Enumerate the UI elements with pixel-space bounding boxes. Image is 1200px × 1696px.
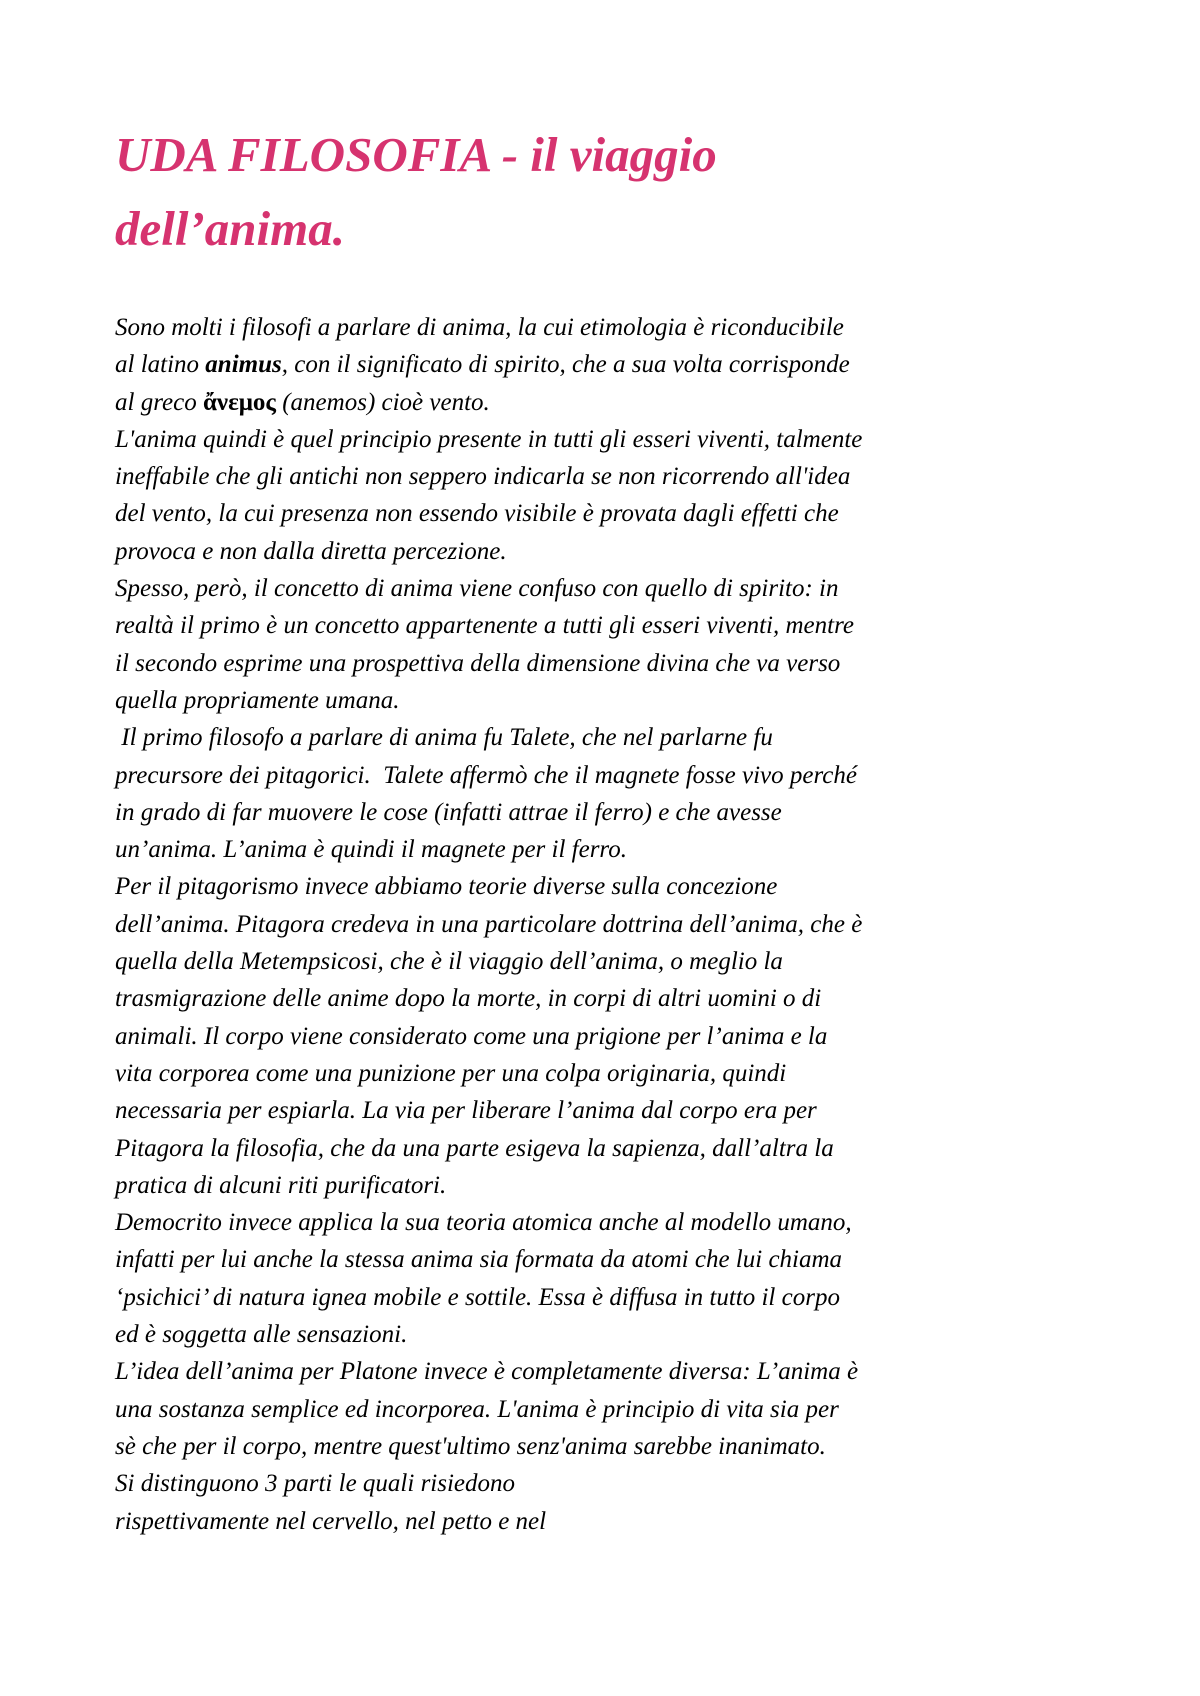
text-line: animali. Il corpo viene considerato come una prigione per l’anima e la <box>115 1022 828 1050</box>
text-line: ‘psichici’ di natura ignea mobile e sottile. Essa è diffusa in tutto il corpo <box>115 1283 840 1311</box>
title-line-2: dell’anima. <box>115 201 346 256</box>
text-line: Il primo filosofo a parlare di anima fu Talete, che nel parlarne fu <box>115 724 773 752</box>
text-line: in grado di far muovere le cose (infatti attrae il ferro) e che avesse <box>115 798 782 826</box>
text-line: una sostanza semplice ed incorporea. L'anima è principio di vita sia per <box>115 1395 839 1423</box>
text-line: L’idea dell’anima per Platone invece è completamente diversa: L’anima è <box>115 1358 859 1386</box>
text-line: ineffabile che gli antichi non seppero indicarla se non ricorrendo all'idea <box>115 463 851 491</box>
text-line: quella della Metempsicosi, che è il viaggio dell’anima, o meglio la <box>115 948 783 976</box>
text-run: al greco <box>115 388 203 416</box>
term-animus: animus <box>205 351 282 379</box>
text-line: rispettivamente nel cervello, nel petto e nel <box>115 1507 547 1535</box>
text-run: , con il significato di spirito, che a sua volta corrisponde <box>281 351 850 379</box>
text-line: il secondo esprime una prospettiva della dimensione divina che va verso <box>115 649 841 677</box>
text-line: infatti per lui anche la stessa anima sia formata da atomi che lui chiama <box>115 1246 843 1274</box>
text-line: realtà il primo è un concetto appartenente a tutti gli esseri viventi, mentre <box>115 612 854 640</box>
text-line: precursore dei pitagorici. Talete affermò che il magnete fosse vivo perché <box>115 761 857 789</box>
text-line: Pitagora la filosofia, che da una parte esigeva la sapienza, dall’altra la <box>115 1134 834 1162</box>
text-line: pratica di alcuni riti purificatori. <box>115 1171 447 1199</box>
text-line: un’anima. L’anima è quindi il magnete per il ferro. <box>115 836 627 864</box>
text-line: L'anima quindi è quel principio presente in tutti gli esseri viventi, talmente <box>115 425 863 453</box>
text-line: provoca e non dalla diretta percezione. <box>115 537 507 565</box>
text-line: ed è soggetta alle sensazioni. <box>115 1321 408 1349</box>
text-line: Sono molti i filosofi a parlare di anima, la cui etimologia è riconducibile <box>115 314 844 341</box>
text-line: necessaria per espiarla. La via per liberare l’anima dal corpo era per <box>115 1097 817 1125</box>
text-run: (anemos) cioè vento. <box>275 388 490 416</box>
text-line: Democrito invece applica la sua teoria atomica anche al modello umano, <box>115 1209 852 1237</box>
text-line: Si distinguono 3 parti le quali risiedono <box>115 1470 516 1498</box>
text-line: trasmigrazione delle anime dopo la morte, in corpi di altri uomini o di <box>115 985 822 1013</box>
term-anemos-greek: ἄνεμος <box>202 388 276 416</box>
text-line: sè che per il corpo, mentre quest'ultimo senz'anima sarebbe inanimato. <box>115 1432 826 1460</box>
title-line-1: UDA FILOSOFIA - il viaggio <box>115 127 717 182</box>
text-line: del vento, la cui presenza non essendo visibile è provata dagli effetti che <box>115 500 839 528</box>
text-run: al latino <box>115 351 206 379</box>
body-text <box>115 309 1115 1540</box>
text-line: Per il pitagorismo invece abbiamo teorie diverse sulla concezione <box>115 873 778 901</box>
text-line: vita corporea come una punizione per una colpa originaria, quindi <box>115 1059 787 1087</box>
text-line: dell’anima. Pitagora credeva in una particolare dottrina dell’anima, che è <box>115 910 863 938</box>
text-line <box>115 384 1115 421</box>
text-line: Spesso, però, il concetto di anima viene confuso con quello di spirito: in <box>115 575 839 603</box>
document-title <box>115 118 1015 266</box>
text-line: quella propriamente umana. <box>115 686 400 714</box>
text-line <box>115 346 1115 383</box>
